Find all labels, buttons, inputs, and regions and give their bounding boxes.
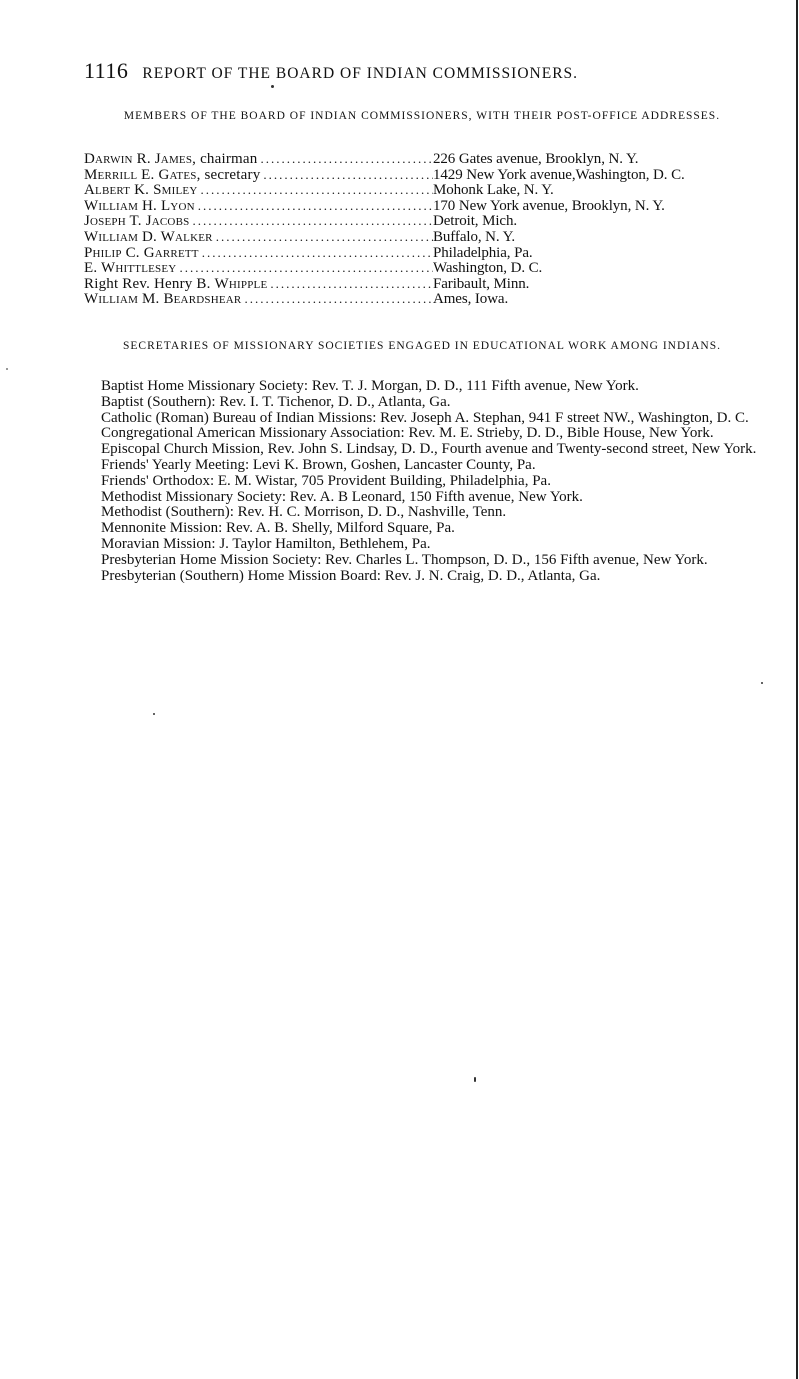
member-name: William H. Lyon bbox=[84, 197, 195, 214]
society-entry: Moravian Mission: J. Taylor Hamilton, Bethlehem, Pa. bbox=[101, 535, 431, 552]
print-speck bbox=[153, 713, 155, 715]
member-name: Right Rev. Henry B. Whipple bbox=[84, 275, 268, 292]
member-address: Detroit, Mich. bbox=[433, 213, 518, 230]
page-edge-border bbox=[796, 0, 798, 1379]
member-address: Faribault, Minn. bbox=[433, 275, 530, 292]
member-row bbox=[84, 291, 764, 307]
society-entry: Mennonite Mission: Rev. A. B. Shelly, Milford Square, Pa. bbox=[101, 520, 455, 537]
member-address: Mohonk Lake, N. Y. bbox=[433, 182, 554, 199]
society-entry: Methodist Missionary Society: Rev. A. B Leonard, 150 Fifth avenue, New York. bbox=[101, 488, 583, 505]
dot-leader bbox=[198, 198, 433, 214]
dot-leader bbox=[260, 151, 433, 167]
print-speck bbox=[271, 85, 274, 88]
members-list bbox=[84, 151, 764, 307]
dot-leader bbox=[244, 291, 433, 307]
page-number: 1116 bbox=[84, 58, 129, 83]
member-name: Philip C. Garrett bbox=[84, 244, 199, 261]
member-row bbox=[84, 198, 764, 214]
society-entry: Presbyterian Home Mission Society: Rev. Charles L. Thompson, D. D., 156 Fifth avenue, New York. bbox=[101, 551, 708, 568]
member-name: William D. Walker bbox=[84, 228, 213, 245]
dot-leader bbox=[216, 229, 433, 245]
society-entry: Baptist (Southern): Rev. I. T. Tichenor, D. D., Atlanta, Ga. bbox=[101, 393, 451, 410]
print-speck bbox=[474, 1077, 476, 1082]
members-heading: MEMBERS OF THE BOARD OF INDIAN COMMISSIONERS, WITH THEIR POST-OFFICE ADDRESSES. bbox=[123, 110, 721, 122]
dot-leader bbox=[192, 213, 433, 229]
print-speck bbox=[761, 682, 763, 684]
society-entry: Catholic (Roman) Bureau of Indian Missions: Rev. Joseph A. Stephan, 941 F street NW., Washington, D. C. bbox=[101, 409, 749, 426]
society-entry: Friends' Yearly Meeting: Levi K. Brown, Goshen, Lancaster County, Pa. bbox=[101, 456, 536, 473]
member-address: Buffalo, N. Y. bbox=[433, 228, 516, 245]
dot-leader bbox=[202, 245, 433, 261]
member-address: Ames, Iowa. bbox=[433, 291, 509, 308]
member-name: Merrill E. Gates, secretary bbox=[84, 166, 261, 183]
society-entry: Presbyterian (Southern) Home Mission Board: Rev. J. N. Craig, D. D., Atlanta, Ga. bbox=[101, 567, 601, 584]
running-title: REPORT OF THE BOARD OF INDIAN COMMISSIONERS. bbox=[142, 65, 579, 82]
member-row bbox=[84, 276, 764, 292]
societies-list bbox=[84, 379, 762, 584]
dot-leader bbox=[263, 167, 433, 183]
society-entry: Baptist Home Missionary Society: Rev. T. J. Morgan, D. D., 111 Fifth avenue, New York. bbox=[101, 378, 639, 394]
dot-leader bbox=[200, 182, 433, 198]
society-entry: Congregational American Missionary Association: Rev. M. E. Strieby, D. D., Bible House, New York. bbox=[101, 425, 714, 442]
member-row bbox=[84, 167, 764, 183]
member-address: 226 Gates avenue, Brooklyn, N. Y. bbox=[433, 151, 639, 167]
dot-leader bbox=[179, 260, 433, 276]
member-name: Darwin R. James, chairman bbox=[84, 151, 258, 167]
member-row bbox=[84, 245, 764, 261]
running-header bbox=[84, 58, 764, 88]
member-address: 170 New York avenue, Brooklyn, N. Y. bbox=[433, 197, 665, 214]
societies-heading: SECRETARIES OF MISSIONARY SOCIETIES ENGAGED IN EDUCATIONAL WORK AMONG INDIANS. bbox=[123, 340, 721, 352]
society-entry: Friends' Orthodox: E. M. Wistar, 705 Provident Building, Philadelphia, Pa. bbox=[101, 472, 551, 489]
member-name: William M. Beardshear bbox=[84, 291, 242, 308]
member-address: Washington, D. C. bbox=[433, 260, 543, 277]
member-address: 1429 New York avenue,Washington, D. C. bbox=[433, 166, 685, 183]
society-entry: Episcopal Church Mission, Rev. John S. Lindsay, D. D., Fourth avenue and Twenty-second street, New York. bbox=[101, 441, 757, 458]
society-entry: Methodist (Southern): Rev. H. C. Morrison, D. D., Nashville, Tenn. bbox=[101, 504, 507, 521]
member-name: Joseph T. Jacobs bbox=[84, 213, 190, 230]
member-name: E. Whittlesey bbox=[84, 260, 177, 277]
member-row bbox=[84, 213, 764, 229]
member-name: Albert K. Smiley bbox=[84, 182, 198, 199]
member-row bbox=[84, 182, 764, 198]
member-row bbox=[84, 151, 764, 167]
print-speck bbox=[6, 368, 8, 370]
member-row bbox=[84, 260, 764, 276]
dot-leader bbox=[270, 276, 433, 292]
member-row bbox=[84, 229, 764, 245]
member-address: Philadelphia, Pa. bbox=[433, 244, 533, 261]
